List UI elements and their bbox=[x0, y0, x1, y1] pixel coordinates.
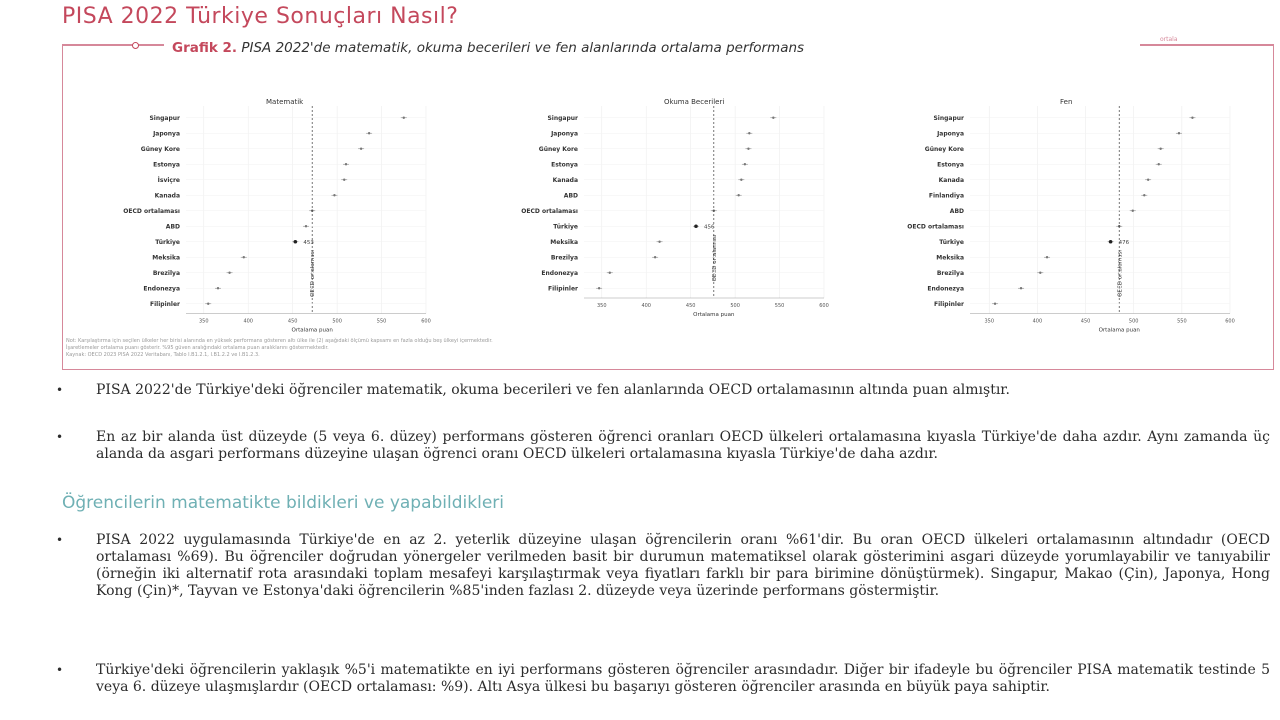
figure-caption bbox=[164, 40, 1140, 57]
data-point bbox=[1143, 194, 1145, 196]
data-point bbox=[360, 148, 362, 150]
data-label: 456 bbox=[704, 224, 715, 231]
category-label: OECD ortalaması bbox=[123, 207, 180, 215]
chart-okuma bbox=[494, 92, 834, 327]
data-point bbox=[748, 132, 750, 134]
category-label: Meksika bbox=[550, 238, 578, 246]
x-tick-label: 550 bbox=[376, 318, 387, 325]
category-label: Türkiye bbox=[939, 238, 964, 246]
data-point bbox=[713, 210, 715, 212]
x-tick-label: 550 bbox=[1177, 318, 1187, 325]
category-label: Estonya bbox=[937, 161, 964, 169]
reference-line-label: OECD ortalaması bbox=[1117, 250, 1124, 297]
chart-title: Fen bbox=[1060, 98, 1073, 106]
category-label: Singapur bbox=[933, 114, 964, 122]
page-title: PISA 2022 Türkiye Sonuçları Nasıl? bbox=[62, 4, 459, 29]
category-label: OECD ortalaması bbox=[907, 223, 964, 231]
data-point bbox=[294, 240, 298, 244]
category-label: Kanada bbox=[938, 176, 964, 184]
category-label: ABD bbox=[563, 192, 578, 200]
data-label: 453 bbox=[303, 239, 314, 246]
data-point bbox=[747, 148, 749, 150]
x-tick-label: 600 bbox=[1225, 318, 1235, 325]
data-point bbox=[1191, 117, 1193, 119]
section-heading: Öğrencilerin matematikte bildikleri ve yapabildikleri bbox=[62, 493, 504, 513]
x-tick-label: 350 bbox=[597, 303, 607, 309]
category-label: Türkiye bbox=[155, 238, 180, 246]
x-tick-label: 500 bbox=[1128, 318, 1139, 325]
x-tick-label: 450 bbox=[685, 303, 696, 309]
corner-tag: ortala bbox=[1160, 36, 1178, 43]
x-axis-label: Ortalama puan bbox=[1098, 327, 1140, 334]
category-label: ABD bbox=[165, 223, 180, 231]
category-label: Brezilya bbox=[936, 269, 964, 277]
bullet-item bbox=[56, 382, 1270, 399]
bullet-text: PISA 2022'de Türkiye'deki öğrenciler matematik, okuma becerileri ve fen alanlarında OECD ortalamasının altında puan almıştır. bbox=[96, 382, 1010, 398]
data-point bbox=[598, 287, 600, 289]
x-tick-label: 500 bbox=[730, 303, 740, 309]
bullet-dot: • bbox=[56, 663, 64, 677]
bullet-item bbox=[56, 429, 1270, 463]
bullet-text: PISA 2022 uygulamasında Türkiye'de en az 2. yeterlik düzeyine ulaşan öğrencilerin oranı %61'dir. Bu oran OECD ülkeleri ortalamasının altındadır (OECD ortalaması %69). Bu öğrenciler doğrudan yönergeler verilmeden basit bir durumun matematiksel olarak gösterimini asgari düzeyde yorumlayabilir ve tanıyabilir (örneğin iki alternatif rota arasındaki toplam mesafeyi karşılaştırmak veya fiyatları farklı bir para birimine dönüştürmek). Singapur, Makao (Çin), Japonya, Hong Kong (Çin)*, Tayvan ve Estonya'daki öğrencilerin %85'inden fazlası 2. düzeyde veya üzerinde performans göstermiştir. bbox=[96, 532, 1270, 599]
category-label: Japonya bbox=[551, 130, 578, 138]
category-label: Filipinler bbox=[934, 300, 964, 308]
data-point bbox=[333, 194, 335, 196]
data-point bbox=[694, 224, 698, 228]
x-axis-label: Ortalama puan bbox=[693, 312, 735, 318]
category-label: Güney Kore bbox=[924, 145, 964, 153]
chart-matematik bbox=[96, 92, 436, 334]
category-label: OECD ortalaması bbox=[521, 207, 578, 215]
category-label: Güney Kore bbox=[140, 145, 180, 153]
chart-fen bbox=[880, 92, 1240, 334]
figure-note-line: Kaynak: OECD 2023 PISA 2022 Veritabanı, Tablo I.B1.2.1, I.B1.2.2 ve I.B1.2.3. bbox=[66, 352, 260, 358]
x-tick-label: 450 bbox=[1080, 318, 1091, 325]
data-point bbox=[1178, 132, 1180, 134]
bullet-dot: • bbox=[56, 533, 64, 547]
data-point bbox=[1020, 287, 1022, 289]
category-label: Estonya bbox=[551, 161, 578, 169]
category-label: Brezilya bbox=[550, 254, 578, 262]
category-label: Güney Kore bbox=[538, 145, 578, 153]
category-label: Filipinler bbox=[548, 285, 578, 293]
category-label: Japonya bbox=[937, 130, 964, 138]
figure-note bbox=[66, 338, 1046, 359]
bullet-dot: • bbox=[56, 383, 64, 397]
data-point bbox=[1132, 210, 1134, 212]
chart-title: Matematik bbox=[266, 98, 304, 106]
data-point bbox=[1039, 272, 1041, 274]
data-point bbox=[207, 303, 209, 305]
data-point bbox=[1118, 225, 1120, 227]
category-label: Filipinler bbox=[150, 300, 180, 308]
data-point bbox=[403, 117, 405, 119]
x-tick-label: 600 bbox=[421, 318, 431, 325]
category-label: Singapur bbox=[149, 114, 180, 122]
data-point bbox=[744, 163, 746, 165]
data-point bbox=[658, 241, 660, 243]
bullet-item bbox=[56, 532, 1270, 600]
chart-title: Okuma Becerileri bbox=[664, 98, 725, 106]
data-point bbox=[1046, 256, 1048, 258]
category-label: Endonezya bbox=[541, 269, 578, 277]
x-tick-label: 400 bbox=[641, 303, 651, 309]
data-point bbox=[311, 210, 313, 212]
bullet-text: Türkiye'deki öğrencilerin yaklaşık %5'i matematikte en iyi performans gösteren öğrenciler arasındadır. Diğer bir ifadeyle bu öğrenciler PISA matematik testinde 5 veya 6. düzeye ulaşmışlardır (OECD ortalaması: %9). Altı Asya ülkesi bu başarıyı gösteren öğrenciler arasında en büyük paya sahiptir. bbox=[96, 662, 1270, 695]
bullet-text: En az bir alanda üst düzeyde (5 veya 6. düzey) performans gösteren öğrenci oranları OECD ülkeleri ortalamasına kıyasla Türkiye'de daha azdır. Aynı zamanda üç alanda da asgari performans düzeyine ulaşan öğrenci oranı OECD ülkeleri ortalamasına kıyasla Türkiye'de daha azdır. bbox=[96, 429, 1270, 462]
data-point bbox=[1147, 179, 1149, 181]
data-point bbox=[740, 179, 742, 181]
data-point bbox=[368, 132, 370, 134]
category-label: Japonya bbox=[153, 130, 180, 138]
reference-line-label: OECD ortalaması bbox=[711, 234, 718, 282]
x-tick-label: 400 bbox=[243, 318, 253, 325]
data-point bbox=[772, 117, 774, 119]
data-point bbox=[243, 256, 245, 258]
figure-note-line: Not: Karşılaştırma için seçilen ülkeler her birisi alanında en yüksek performans gösteren altı ülke ile (2) aşağıdaki ölçümü kapsamı en fazla olduğu beş ülkeyi içermektedir. bbox=[66, 338, 493, 344]
data-point bbox=[609, 272, 611, 274]
data-point bbox=[1109, 240, 1113, 244]
x-tick-label: 350 bbox=[984, 318, 995, 325]
category-label: Brezilya bbox=[152, 269, 180, 277]
x-tick-label: 450 bbox=[287, 318, 298, 325]
data-point bbox=[305, 225, 307, 227]
data-point bbox=[1159, 148, 1161, 150]
category-label: Estonya bbox=[153, 161, 180, 169]
figure-caption-text: PISA 2022'de matematik, okuma becerileri ve fen alanlarında ortalama performans bbox=[241, 40, 805, 56]
data-point bbox=[345, 163, 347, 165]
data-point bbox=[217, 287, 219, 289]
category-label: İsviçre bbox=[157, 176, 180, 184]
category-label: Kanada bbox=[154, 192, 180, 200]
data-point bbox=[228, 272, 230, 274]
bullet-dot: • bbox=[56, 430, 64, 444]
data-point bbox=[737, 194, 739, 196]
x-tick-label: 600 bbox=[819, 303, 829, 309]
data-point bbox=[654, 256, 656, 258]
category-label: Singapur bbox=[547, 114, 578, 122]
figure-note-line: İşaretlemeler ortalama puanı gösterir. %95 güven aralığındaki ortalama puan aralıklarını göstermektedir. bbox=[66, 345, 329, 351]
data-label: 476 bbox=[1118, 239, 1130, 246]
data-point bbox=[1158, 163, 1160, 165]
category-label: Finlandiya bbox=[928, 192, 964, 200]
x-tick-label: 400 bbox=[1032, 318, 1043, 325]
data-point bbox=[994, 303, 996, 305]
category-label: Endonezya bbox=[927, 285, 964, 293]
category-label: Meksika bbox=[152, 254, 180, 262]
category-label: ABD bbox=[949, 207, 964, 215]
reference-line-label: OECD ortalaması bbox=[310, 250, 317, 297]
x-tick-label: 550 bbox=[774, 303, 785, 309]
bullet-item bbox=[56, 662, 1270, 696]
category-label: Kanada bbox=[552, 176, 578, 184]
x-axis-label: Ortalama puan bbox=[291, 327, 333, 334]
data-point bbox=[343, 179, 345, 181]
category-label: Meksika bbox=[936, 254, 964, 262]
figure-caption-label: Grafik 2. bbox=[172, 40, 238, 56]
category-label: Türkiye bbox=[553, 223, 578, 231]
x-tick-label: 500 bbox=[332, 318, 342, 325]
category-label: Endonezya bbox=[143, 285, 180, 293]
frame-ornament-left bbox=[132, 42, 139, 49]
x-tick-label: 350 bbox=[199, 318, 209, 325]
